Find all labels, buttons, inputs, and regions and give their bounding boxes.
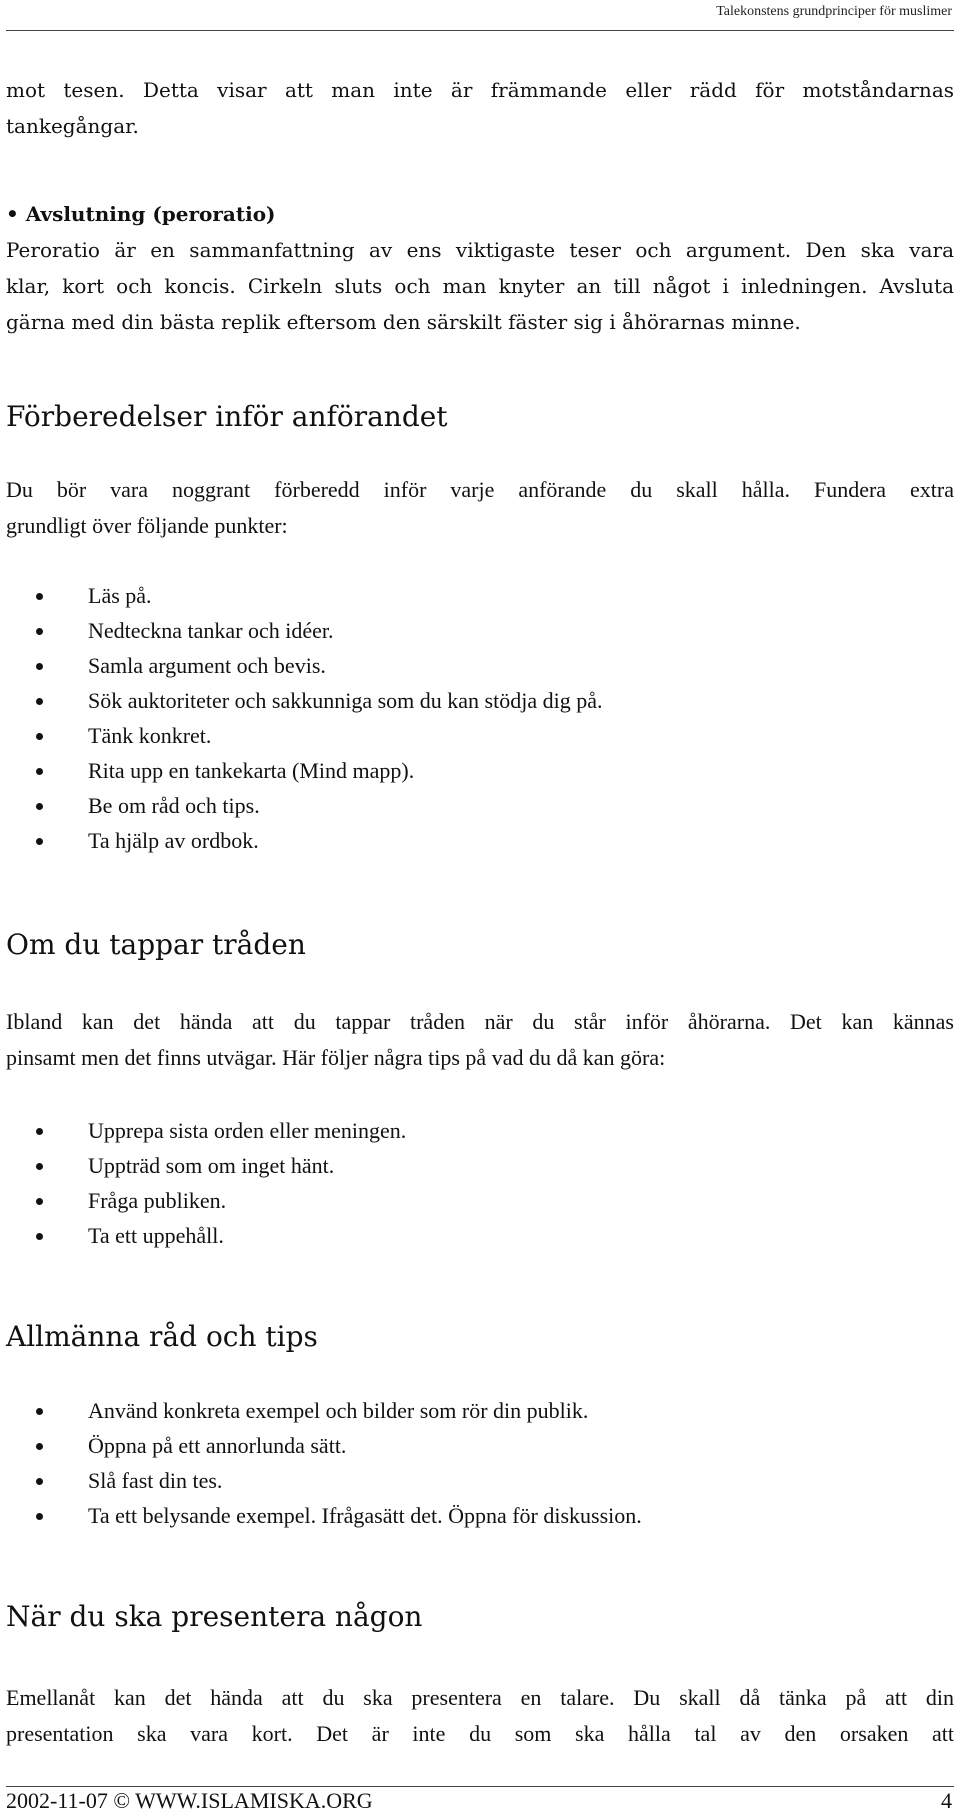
bullet-icon [36, 698, 43, 705]
bullet-icon [36, 1443, 43, 1450]
bullet-icon [36, 1233, 43, 1240]
preparation-intro [6, 472, 954, 544]
bullet-icon [36, 803, 43, 810]
list-item: Ta ett belysande exempel. Ifrågasätt det. Öppna för diskussion. [6, 1498, 642, 1533]
list-item: Tänk konkret. [6, 718, 602, 753]
list-item: Samla argument och bevis. [6, 648, 602, 683]
section-title-lost-thread: Om du tappar tråden [6, 928, 306, 961]
presenting-intro [6, 1680, 954, 1752]
running-header: Talekonstens grundprinciper för muslimer [716, 4, 952, 19]
header-divider [6, 30, 954, 31]
preparation-intro-line: Du bör vara noggrant förberedd inför varje anförande du skall hålla. Fundera extra [6, 477, 954, 502]
bullet-icon [36, 628, 43, 635]
list-item: Rita upp en tankekarta (Mind mapp). [6, 753, 602, 788]
presenting-intro-line: presentation ska vara kort. Det är inte du som ska hålla tal av den orsaken att [6, 1721, 954, 1746]
list-item: Nedteckna tankar och idéer. [6, 613, 602, 648]
list-item: Fråga publiken. [6, 1183, 406, 1218]
bullet-icon [36, 1478, 43, 1485]
list-item: Läs på. [6, 578, 602, 613]
list-item: Ta hjälp av ordbok. [6, 823, 602, 858]
list-item: Använd konkreta exempel och bilder som rör din publik. [6, 1393, 642, 1428]
peroratio-line: Peroratio är en sammanfattning av ens viktigaste teser och argument. Den ska vara [6, 238, 954, 262]
list-item: Ta ett uppehåll. [6, 1218, 406, 1253]
bullet-icon [36, 593, 43, 600]
intro-paragraph [6, 72, 954, 144]
list-item: Upprepa sista orden eller meningen. [6, 1113, 406, 1148]
bullet-icon [36, 1408, 43, 1415]
peroratio-line: klar, kort och koncis. Cirkeln sluts och man knyter an till något i inledningen. Avsluta [6, 274, 954, 298]
section-title-general-advice: Allmänna råd och tips [6, 1320, 318, 1353]
list-item: Slå fast din tes. [6, 1463, 642, 1498]
presenting-intro-line: Emellanåt kan det hända att du ska presentera en talare. Du skall då tänka på att din [6, 1685, 954, 1710]
bullet-icon [36, 768, 43, 775]
intro-line: tankegångar. [6, 114, 139, 138]
page-footer [6, 1788, 952, 1814]
list-item: Uppträd som om inget hänt. [6, 1148, 406, 1183]
general-advice-list [6, 1393, 642, 1533]
page-number: 4 [941, 1788, 952, 1813]
peroratio-paragraph [6, 232, 954, 340]
bullet-icon [36, 838, 43, 845]
lost-thread-intro [6, 1004, 954, 1076]
peroratio-heading: • Avslutning (peroratio) [6, 202, 276, 226]
list-item: Be om råd och tips. [6, 788, 602, 823]
lost-thread-intro-line: pinsamt men det finns utvägar. Här följer några tips på vad du då kan göra: [6, 1045, 666, 1070]
preparation-intro-line: grundligt över följande punkter: [6, 513, 288, 538]
footer-date-copyright: 2002-11-07 © WWW.ISLAMISKA.ORG [6, 1788, 373, 1813]
lost-thread-list [6, 1113, 406, 1253]
lost-thread-intro-line: Ibland kan det hända att du tappar tråden när du står inför åhörarna. Det kan kännas [6, 1009, 954, 1034]
footer-divider [6, 1786, 954, 1787]
section-title-presenting: När du ska presentera någon [6, 1600, 423, 1633]
bullet-icon [36, 733, 43, 740]
intro-line: mot tesen. Detta visar att man inte är främmande eller rädd för motståndarnas [6, 78, 954, 102]
bullet-icon [36, 1163, 43, 1170]
list-item: Sök auktoriteter och sakkunniga som du kan stödja dig på. [6, 683, 602, 718]
list-item: Öppna på ett annorlunda sätt. [6, 1428, 642, 1463]
preparation-list [6, 578, 602, 858]
bullet-icon [36, 1128, 43, 1135]
bullet-icon [36, 1513, 43, 1520]
bullet-icon [36, 663, 43, 670]
bullet-icon [36, 1198, 43, 1205]
peroratio-line: gärna med din bästa replik eftersom den särskilt fäster sig i åhörarnas minne. [6, 310, 801, 334]
section-title-preparation: Förberedelser inför anförandet [6, 400, 448, 433]
